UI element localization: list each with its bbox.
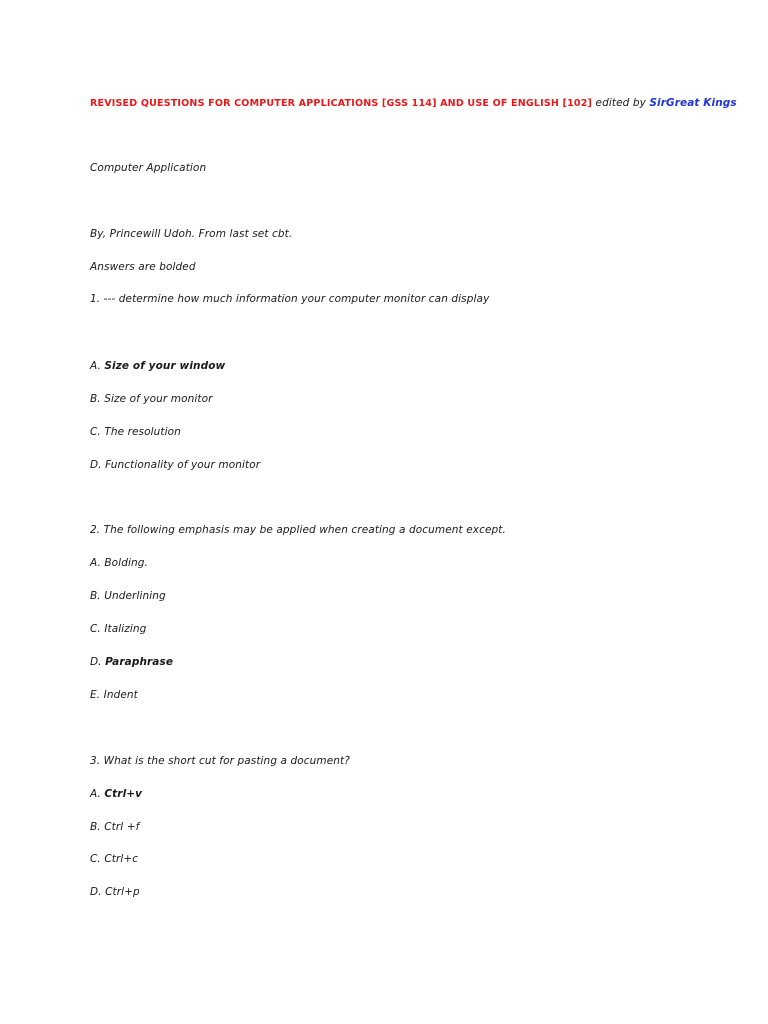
option-text: Ctrl+v xyxy=(104,788,143,800)
option-text: Functionality of your monitor xyxy=(105,459,261,471)
q1-option-d xyxy=(90,458,260,472)
q2-option-e xyxy=(90,688,138,702)
q2-option-c xyxy=(90,622,146,636)
q3-option-b xyxy=(90,820,139,834)
option-text: Size of your window xyxy=(104,360,226,372)
option-prefix: A. xyxy=(90,788,105,800)
title-editor-name: SirGreat Kings xyxy=(649,97,737,109)
title-red-text: REVISED QUESTIONS FOR COMPUTER APPLICATIONS [GSS 114] AND USE OF ENGLISH [102] xyxy=(90,98,593,109)
q3-option-c xyxy=(90,852,138,866)
subject-heading: Computer Application xyxy=(90,162,207,174)
q3-option-d xyxy=(90,885,140,899)
option-text: Paraphrase xyxy=(105,656,174,668)
byline: By, Princewill Udoh. From last set cbt. xyxy=(90,228,293,240)
option-text: Ctrl +f xyxy=(104,821,140,833)
q3-option-a xyxy=(90,787,142,801)
answers-note: Answers are bolded xyxy=(90,261,196,273)
q1-option-a xyxy=(90,359,225,373)
q2-option-a xyxy=(90,556,148,570)
option-prefix: D. xyxy=(90,656,106,668)
q2-option-b xyxy=(90,589,166,603)
q2-option-d xyxy=(90,655,173,669)
option-text: Size of your monitor xyxy=(104,393,213,405)
option-prefix: A. xyxy=(90,360,105,372)
option-prefix: C. xyxy=(90,853,105,865)
option-prefix: C. xyxy=(90,426,105,438)
option-prefix: E. xyxy=(90,689,104,701)
option-prefix: C. xyxy=(90,623,105,635)
document-title xyxy=(90,96,737,111)
question-1: 1. --- determine how much information your computer monitor can display xyxy=(90,293,490,305)
option-text: The resolution xyxy=(104,426,181,438)
option-prefix: B. xyxy=(90,590,105,602)
title-edited-by: edited by xyxy=(592,97,650,109)
option-text: Ctrl+p xyxy=(105,886,140,898)
option-prefix: B. xyxy=(90,821,105,833)
option-text: Bolding. xyxy=(104,557,148,569)
q1-option-c xyxy=(90,425,181,439)
option-text: Italizing xyxy=(104,623,147,635)
option-text: Underlining xyxy=(104,590,166,602)
option-prefix: A. xyxy=(90,557,105,569)
option-prefix: D. xyxy=(90,459,106,471)
option-prefix: D. xyxy=(90,886,106,898)
question-2: 2. The following emphasis may be applied when creating a document except. xyxy=(90,524,506,536)
question-3: 3. What is the short cut for pasting a document? xyxy=(90,755,350,767)
option-text: Ctrl+c xyxy=(104,853,139,865)
q1-option-b xyxy=(90,392,213,406)
option-text: Indent xyxy=(103,689,138,701)
option-prefix: B. xyxy=(90,393,105,405)
